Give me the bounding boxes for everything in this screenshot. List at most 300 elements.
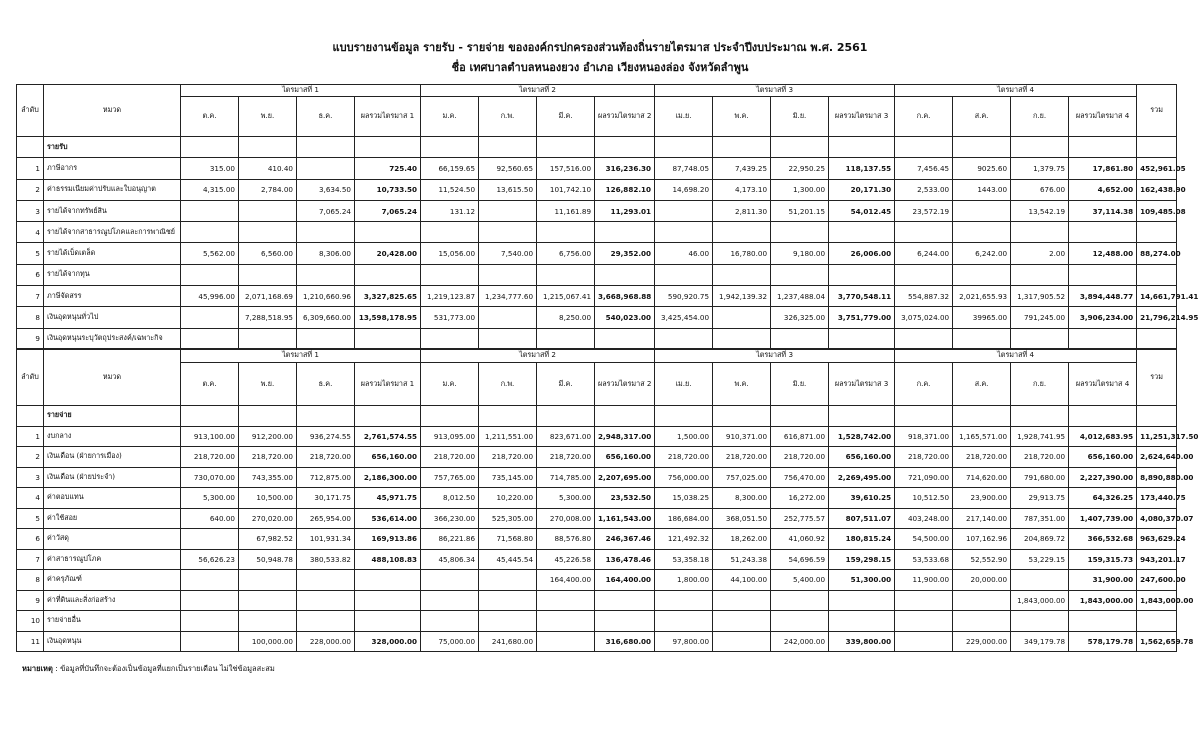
section-label: รายจ่าย	[44, 406, 181, 427]
value-cell: 204,869.72	[1011, 529, 1069, 550]
row-category-name: ค่าธรรมเนียมค่าปรับและใบอนุญาต	[44, 179, 181, 200]
value-cell: 157,516.00	[537, 158, 595, 179]
row-category-name: ค่าที่ดินและสิ่งก่อสร้าง	[44, 590, 181, 611]
subtotal-cell: 540,023.00	[595, 307, 655, 328]
header-quarter-1: ไตรมาสที่ 1	[181, 85, 421, 97]
value-cell: 6,242.00	[953, 243, 1011, 264]
value-cell: 326,325.00	[771, 307, 829, 328]
value-cell	[421, 328, 479, 349]
value-cell	[239, 611, 297, 632]
row-category-name: เงินอุดหนุน	[44, 631, 181, 652]
row-category-name: ค่าใช้สอย	[44, 508, 181, 529]
value-cell: 54,500.00	[895, 529, 953, 550]
value-cell: 1,215,067.41	[537, 286, 595, 307]
subtotal-cell: 316,680.00	[595, 631, 655, 652]
header-month: พ.ย.	[239, 97, 297, 137]
subtotal-cell: 2,186,300.00	[355, 467, 421, 488]
value-cell: 1,379.75	[1011, 158, 1069, 179]
value-cell: 913,100.00	[181, 426, 239, 447]
row-category-name: รายได้จากทรัพย์สิน	[44, 200, 181, 221]
value-cell: 1,211,551.00	[479, 426, 537, 447]
value-cell: 252,775.57	[771, 508, 829, 529]
value-cell	[297, 570, 355, 591]
subtotal-cell: 109,485.08	[1137, 200, 1177, 221]
row-number: 5	[17, 243, 44, 264]
value-cell	[895, 611, 953, 632]
value-cell: 51,201.15	[771, 200, 829, 221]
subtotal-cell: 328,000.00	[355, 631, 421, 652]
value-cell: 349,179.78	[1011, 631, 1069, 652]
row-category-name: เงินเดือน (ฝ่ายประจำ)	[44, 467, 181, 488]
value-cell: 1,237,488.04	[771, 286, 829, 307]
value-cell	[953, 328, 1011, 349]
value-cell	[239, 222, 297, 243]
subtotal-cell: 656,160.00	[355, 447, 421, 468]
value-cell: 714,785.00	[537, 467, 595, 488]
value-cell	[421, 222, 479, 243]
value-cell	[239, 570, 297, 591]
subtotal-cell: 26,006.00	[829, 243, 895, 264]
subtotal-cell	[595, 222, 655, 243]
value-cell	[479, 200, 537, 221]
table-row	[17, 286, 1177, 307]
header-quarter-total: ผลรวมไตรมาส 2	[595, 363, 655, 406]
row-number: 5	[17, 508, 44, 529]
value-cell	[479, 264, 537, 285]
row-category-name: ค่าครุภัณฑ์	[44, 570, 181, 591]
header-order: ลำดับ	[17, 85, 44, 137]
value-cell: 87,748.05	[655, 158, 713, 179]
value-cell	[181, 222, 239, 243]
value-cell	[239, 264, 297, 285]
subtotal-cell: 656,160.00	[595, 447, 655, 468]
value-cell: 45,445.54	[479, 549, 537, 570]
row-number: 6	[17, 529, 44, 550]
value-cell: 912,200.00	[239, 426, 297, 447]
row-category-name: ภาษีจัดสรร	[44, 286, 181, 307]
row-category-name: ภาษีอากร	[44, 158, 181, 179]
table-cell	[1011, 406, 1069, 427]
subtotal-cell: 118,137.55	[829, 158, 895, 179]
subtotal-cell	[1137, 328, 1177, 349]
organization-name: ชื่อ เทศบาลตำบลหนองยวง อำเภอ เวียงหนองล่อง จังหวัดลำพูน	[451, 61, 749, 74]
row-number: 11	[17, 631, 44, 652]
subtotal-cell: 536,614.00	[355, 508, 421, 529]
subtotal-cell	[355, 590, 421, 611]
header-month: มี.ค.	[537, 363, 595, 406]
table-cell	[829, 406, 895, 427]
subtotal-cell: 3,906,234.00	[1069, 307, 1137, 328]
value-cell: 918,371.00	[895, 426, 953, 447]
subtotal-cell	[829, 264, 895, 285]
row-category-name: เงินอุดหนุนทั่วไป	[44, 307, 181, 328]
section-spacer	[17, 137, 44, 158]
value-cell	[181, 264, 239, 285]
table-row	[17, 549, 1177, 570]
value-cell: 45,806.34	[421, 549, 479, 570]
subtotal-cell: 21,796,214.95	[1137, 307, 1177, 328]
subtotal-cell: 10,733.50	[355, 179, 421, 200]
subtotal-cell: 136,478.46	[595, 549, 655, 570]
subtotal-cell: 1,161,543.00	[595, 508, 655, 529]
value-cell: 45,226.58	[537, 549, 595, 570]
subtotal-cell: 4,012,683.95	[1069, 426, 1137, 447]
header-quarter-total: ผลรวมไตรมาส 4	[1069, 97, 1137, 137]
subtotal-cell	[1069, 222, 1137, 243]
value-cell	[479, 307, 537, 328]
value-cell	[655, 328, 713, 349]
header-month: ก.ย.	[1011, 363, 1069, 406]
header-month: ต.ค.	[181, 363, 239, 406]
subtotal-cell: 3,751,779.00	[829, 307, 895, 328]
value-cell: 218,720.00	[895, 447, 953, 468]
table-row	[17, 200, 1177, 221]
value-cell: 714,620.00	[953, 467, 1011, 488]
row-category-name: รายได้เบ็ดเตล็ด	[44, 243, 181, 264]
subtotal-cell: 1,562,659.78	[1137, 631, 1177, 652]
subtotal-cell: 11,293.01	[595, 200, 655, 221]
value-cell: 164,400.00	[537, 570, 595, 591]
header-quarter-2: ไตรมาสที่ 2	[421, 85, 655, 97]
value-cell: 218,720.00	[239, 447, 297, 468]
report-title: แบบรายงานข้อมูล รายรับ - รายจ่าย ขององค์กรปกครองส่วนท้องถิ่นรายไตรมาส ประจำปีงบประมาณ พ.ศ. 2561	[332, 41, 868, 54]
value-cell: 7,456.45	[895, 158, 953, 179]
header-category: หมวด	[44, 349, 181, 406]
table-cell	[953, 406, 1011, 427]
value-cell: 11,524.50	[421, 179, 479, 200]
value-cell: 39965.00	[953, 307, 1011, 328]
row-number: 2	[17, 447, 44, 468]
value-cell	[537, 611, 595, 632]
table-cell	[421, 137, 479, 158]
value-cell: 823,671.00	[537, 426, 595, 447]
value-cell: 15,056.00	[421, 243, 479, 264]
subtotal-cell: 316,236.30	[595, 158, 655, 179]
value-cell: 107,162.96	[953, 529, 1011, 550]
value-cell: 403,248.00	[895, 508, 953, 529]
income-table	[16, 84, 1199, 350]
value-cell: 735,145.00	[479, 467, 537, 488]
row-number: 4	[17, 488, 44, 509]
table-row	[17, 328, 1177, 349]
value-cell	[537, 631, 595, 652]
value-cell: 791,680.00	[1011, 467, 1069, 488]
subtotal-cell	[355, 264, 421, 285]
value-cell: 640.00	[181, 508, 239, 529]
value-cell	[479, 611, 537, 632]
subtotal-cell	[829, 590, 895, 611]
row-number: 8	[17, 307, 44, 328]
value-cell	[655, 222, 713, 243]
value-cell: 743,355.00	[239, 467, 297, 488]
value-cell: 14,698.20	[655, 179, 713, 200]
value-cell: 270,008.00	[537, 508, 595, 529]
value-cell: 5,562.00	[181, 243, 239, 264]
section-label: รายรับ	[44, 137, 181, 158]
header-month: ก.พ.	[479, 363, 537, 406]
subtotal-cell: 17,861.80	[1069, 158, 1137, 179]
footnote-text: : ข้อมูลที่บันทึกจะต้องเป็นข้อมูลที่แยกเป็นรายเดือน ไม่ใช่ข้อมูลสะสม	[55, 664, 275, 673]
table-cell	[895, 137, 953, 158]
header-month: ต.ค.	[181, 97, 239, 137]
subtotal-cell: 169,913.86	[355, 529, 421, 550]
row-number: 3	[17, 200, 44, 221]
value-cell	[1011, 611, 1069, 632]
value-cell: 218,720.00	[953, 447, 1011, 468]
subtotal-cell	[355, 222, 421, 243]
subtotal-cell	[829, 611, 895, 632]
row-number: 8	[17, 570, 44, 591]
subtotal-cell	[829, 328, 895, 349]
table-row	[17, 508, 1177, 529]
table-cell	[895, 406, 953, 427]
value-cell: 4,315.00	[181, 179, 239, 200]
subtotal-cell	[1069, 264, 1137, 285]
value-cell: 2,784.00	[239, 179, 297, 200]
subtotal-cell: 8,890,880.00	[1137, 467, 1177, 488]
subtotal-cell: 20,428.00	[355, 243, 421, 264]
table-cell	[297, 406, 355, 427]
value-cell: 15,038.25	[655, 488, 713, 509]
value-cell: 1,317,905.52	[1011, 286, 1069, 307]
value-cell: 616,871.00	[771, 426, 829, 447]
value-cell	[895, 222, 953, 243]
value-cell: 46.00	[655, 243, 713, 264]
row-number: 7	[17, 286, 44, 307]
value-cell: 45,996.00	[181, 286, 239, 307]
value-cell	[479, 590, 537, 611]
subtotal-cell: 180,815.24	[829, 529, 895, 550]
header-month: ส.ค.	[953, 97, 1011, 137]
value-cell: 2,533.00	[895, 179, 953, 200]
value-cell: 16,780.00	[713, 243, 771, 264]
subtotal-cell: 3,770,548.11	[829, 286, 895, 307]
subtotal-cell: 3,668,968.88	[595, 286, 655, 307]
value-cell: 913,095.00	[421, 426, 479, 447]
header-month: ก.ค.	[895, 97, 953, 137]
value-cell: 100,000.00	[239, 631, 297, 652]
row-number: 6	[17, 264, 44, 285]
value-cell	[297, 264, 355, 285]
value-cell: 218,720.00	[655, 447, 713, 468]
subtotal-cell: 126,882.10	[595, 179, 655, 200]
value-cell: 8,250.00	[537, 307, 595, 328]
table-row	[17, 488, 1177, 509]
value-cell: 86,221.86	[421, 529, 479, 550]
header-month: ม.ค.	[421, 363, 479, 406]
value-cell: 1,843,000.00	[1011, 590, 1069, 611]
value-cell	[655, 611, 713, 632]
value-cell: 756,000.00	[655, 467, 713, 488]
table-row	[17, 570, 1177, 591]
row-number: 7	[17, 549, 44, 570]
row-category-name: เงินอุดหนุนระบุวัตถุประสงค์/เฉพาะกิจ	[44, 328, 181, 349]
value-cell	[895, 590, 953, 611]
row-category-name: ค่าตอบแทน	[44, 488, 181, 509]
value-cell	[771, 611, 829, 632]
subtotal-cell: 1,843,000.00	[1069, 590, 1137, 611]
header-grand-total: รวม	[1137, 85, 1177, 137]
value-cell: 4,173.10	[713, 179, 771, 200]
value-cell: 186,684.00	[655, 508, 713, 529]
subtotal-cell	[1069, 328, 1137, 349]
subtotal-cell: 11,251,317.50	[1137, 426, 1177, 447]
subtotal-cell: 31,900.00	[1069, 570, 1137, 591]
subtotal-cell: 366,532.68	[1069, 529, 1137, 550]
subtotal-cell: 2,761,574.55	[355, 426, 421, 447]
value-cell: 730,070.00	[181, 467, 239, 488]
value-cell: 1,928,741.95	[1011, 426, 1069, 447]
value-cell	[181, 200, 239, 221]
table-cell	[421, 406, 479, 427]
value-cell	[655, 590, 713, 611]
value-cell: 380,533.82	[297, 549, 355, 570]
subtotal-cell: 23,532.50	[595, 488, 655, 509]
value-cell: 51,243.38	[713, 549, 771, 570]
table-row	[17, 158, 1177, 179]
value-cell	[421, 590, 479, 611]
value-cell: 241,680.00	[479, 631, 537, 652]
value-cell: 936,274.55	[297, 426, 355, 447]
value-cell: 410.40	[239, 158, 297, 179]
subtotal-cell: 37,114.38	[1069, 200, 1137, 221]
value-cell: 88,576.80	[537, 529, 595, 550]
subtotal-cell: 452,961.05	[1137, 158, 1177, 179]
value-cell: 756,470.00	[771, 467, 829, 488]
value-cell: 218,720.00	[297, 447, 355, 468]
subtotal-cell: 725.40	[355, 158, 421, 179]
value-cell: 218,720.00	[713, 447, 771, 468]
value-cell: 2,811.30	[713, 200, 771, 221]
subtotal-cell: 2,207,695.00	[595, 467, 655, 488]
value-cell	[1011, 570, 1069, 591]
value-cell: 554,887.32	[895, 286, 953, 307]
subtotal-cell: 246,367.46	[595, 529, 655, 550]
table-cell	[479, 137, 537, 158]
value-cell: 23,900.00	[953, 488, 1011, 509]
row-number: 3	[17, 467, 44, 488]
value-cell: 525,305.00	[479, 508, 537, 529]
table-cell	[953, 137, 1011, 158]
subtotal-cell: 656,160.00	[1069, 447, 1137, 468]
table-cell	[1069, 406, 1137, 427]
value-cell: 218,720.00	[537, 447, 595, 468]
value-cell: 531,773.00	[421, 307, 479, 328]
value-cell: 270,020.00	[239, 508, 297, 529]
subtotal-cell	[595, 590, 655, 611]
expense-table	[16, 348, 1199, 652]
value-cell: 218,720.00	[421, 447, 479, 468]
value-cell	[655, 264, 713, 285]
value-cell	[655, 200, 713, 221]
table-cell	[655, 137, 713, 158]
header-month: ก.ย.	[1011, 97, 1069, 137]
value-cell	[895, 264, 953, 285]
row-category-name: รายได้จากทุน	[44, 264, 181, 285]
header-month: มี.ค.	[537, 97, 595, 137]
value-cell: 53,229.15	[1011, 549, 1069, 570]
value-cell: 11,900.00	[895, 570, 953, 591]
row-category-name: รายได้จากสาธารณูปโภคและการพาณิชย์	[44, 222, 181, 243]
subtotal-cell	[1137, 264, 1177, 285]
table-cell	[355, 406, 421, 427]
value-cell: 10,220.00	[479, 488, 537, 509]
table-row	[17, 611, 1177, 632]
footnote-label: หมายเหตุ	[22, 664, 53, 673]
value-cell: 757,025.00	[713, 467, 771, 488]
subtotal-cell: 1,843,000.00	[1137, 590, 1177, 611]
value-cell: 218,720.00	[771, 447, 829, 468]
header-order: ลำดับ	[17, 349, 44, 406]
value-cell: 1,800.00	[655, 570, 713, 591]
value-cell: 52,552.90	[953, 549, 1011, 570]
subtotal-cell	[595, 264, 655, 285]
value-cell: 791,245.00	[1011, 307, 1069, 328]
value-cell	[297, 328, 355, 349]
subtotal-cell: 247,600.00	[1137, 570, 1177, 591]
table-row	[17, 179, 1177, 200]
value-cell	[713, 264, 771, 285]
value-cell	[1011, 222, 1069, 243]
table-cell	[1137, 406, 1177, 427]
value-cell: 16,272.00	[771, 488, 829, 509]
subtotal-cell: 807,511.07	[829, 508, 895, 529]
value-cell: 41,060.92	[771, 529, 829, 550]
value-cell: 53,358.18	[655, 549, 713, 570]
header-quarter-total: ผลรวมไตรมาส 1	[355, 363, 421, 406]
subtotal-cell	[595, 611, 655, 632]
table-row	[17, 307, 1177, 328]
value-cell	[479, 328, 537, 349]
table-row	[17, 426, 1177, 447]
table-row	[17, 243, 1177, 264]
value-cell: 10,512.50	[895, 488, 953, 509]
subtotal-cell: 2,948,317.00	[595, 426, 655, 447]
header-month: มิ.ย.	[771, 363, 829, 406]
subtotal-cell	[595, 328, 655, 349]
row-number: 1	[17, 158, 44, 179]
value-cell: 131.12	[421, 200, 479, 221]
subtotal-cell: 578,179.78	[1069, 631, 1137, 652]
value-cell: 22,950.25	[771, 158, 829, 179]
value-cell: 92,560.65	[479, 158, 537, 179]
value-cell	[239, 328, 297, 349]
value-cell: 10,500.00	[239, 488, 297, 509]
header-month: ธ.ค.	[297, 363, 355, 406]
value-cell	[713, 307, 771, 328]
subtotal-cell: 64,326.25	[1069, 488, 1137, 509]
header-month: พ.ค.	[713, 363, 771, 406]
table-row	[17, 590, 1177, 611]
value-cell: 5,300.00	[181, 488, 239, 509]
value-cell: 1,942,139.32	[713, 286, 771, 307]
table-cell	[355, 137, 421, 158]
value-cell	[537, 328, 595, 349]
subtotal-cell: 162,438.90	[1137, 179, 1177, 200]
value-cell: 1,219,123.87	[421, 286, 479, 307]
value-cell	[771, 328, 829, 349]
table-cell	[537, 137, 595, 158]
section-spacer	[17, 406, 44, 427]
value-cell	[479, 222, 537, 243]
value-cell: 101,931.34	[297, 529, 355, 550]
value-cell: 315.00	[181, 158, 239, 179]
header-month: ก.ค.	[895, 363, 953, 406]
subtotal-cell	[355, 570, 421, 591]
subtotal-cell: 39,610.25	[829, 488, 895, 509]
value-cell	[297, 222, 355, 243]
value-cell: 1,300.00	[771, 179, 829, 200]
